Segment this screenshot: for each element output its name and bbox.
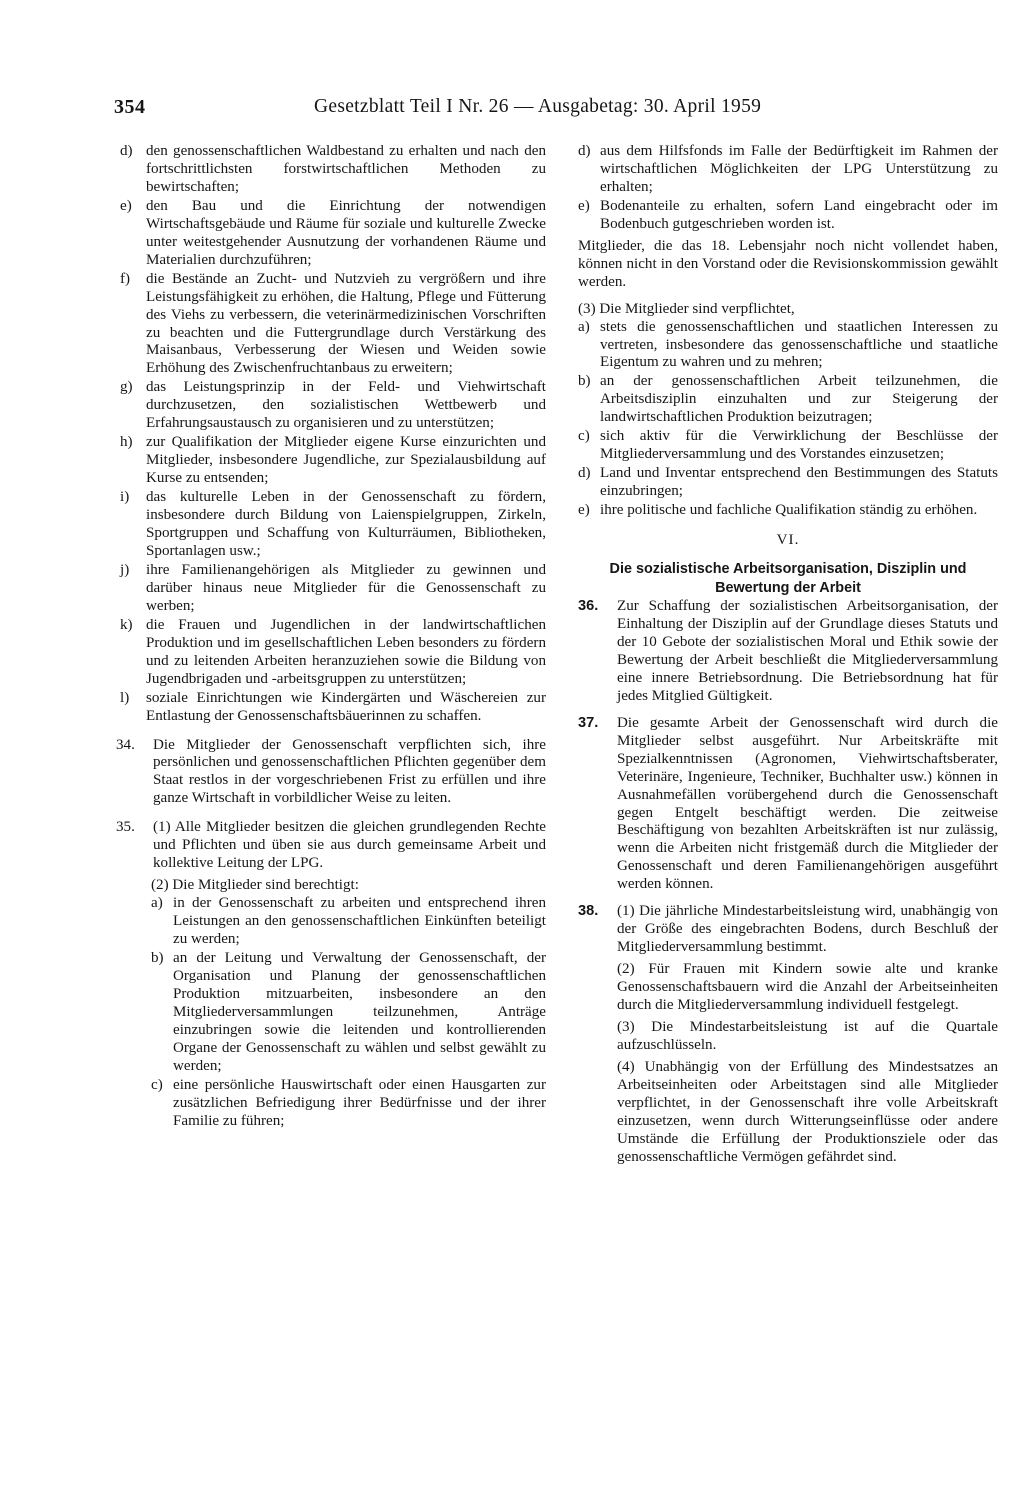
paragraph-number: 38. (578, 903, 599, 920)
item-marker: h) (120, 434, 133, 451)
item-text: das Leistungsprinzip in der Feld- und Viehwirtschaft durchzusetzen, den sozialistischen Wettbewerb und Erfahrungsaustausch zu organisieren und zu unterstützen; (146, 379, 546, 432)
paragraph-37 (578, 715, 998, 895)
duty-item-d (578, 465, 998, 501)
item-text: eine persönliche Hauswirtschaft oder einen Hausgarten zur zusätzlichen Befriedigung ihrer Bedürfnisse und der ihrer Familie zu führen; (173, 1076, 546, 1129)
list-item-a (151, 895, 546, 949)
paragraph-text: Die Mitglieder der Genossenschaft verpflichten sich, ihre persönlichen und genossenschaftlichen Pflichten gegenüber dem Staat restlos in der vorgeschriebenen Frist zu erfüllen und ihre ganze Wirtschaft in vorbildlicher Weise zu leiten. (153, 736, 546, 807)
item-marker: d) (578, 465, 591, 482)
right-column (578, 143, 998, 1168)
subparagraph-4: (4) Unabhängig von der Erfüllung des Mindestsatzes an Arbeitseinheiten oder Arbeitstagen sind alle Mitglieder verpflichtet, in der Genossenschaft ihre volle Arbeitskraft einzusetzen, wenn durch Witterungseinflüsse oder andere Umstände die Erfüllung der Produktionsziele oder das genossenschaftliche Vermögen gefährdet sind. (617, 1058, 998, 1165)
duty-item-e (578, 502, 998, 520)
list-item-e-right (578, 198, 998, 234)
subparagraph-2: (2) Die Mitglieder sind berechtigt: (151, 877, 359, 894)
item-text: die Frauen und Jugendlichen in der landwirtschaftlichen Produktion und im gesellschaftlichen Leben besonders zu fördern und zu leitenden Arbeiten heranzuziehen sowie die Bildung von Jugendbrigaden und -arbeitsgruppen zu unterstützen; (146, 616, 546, 687)
item-marker: c) (151, 1076, 163, 1093)
list-item-g (116, 379, 546, 433)
paragraph-38-body (617, 903, 998, 1166)
item-marker: f) (120, 270, 131, 287)
paragraph-35 (116, 819, 546, 873)
item-text: an der genossenschaftlichen Arbeit teilzunehmen, die Arbeitsdisziplin einzuhalten und zur Steigerung der landwirtschaftlichen Produktion beizutragen; (600, 373, 998, 426)
paragraph-text: (1) Alle Mitglieder besitzen die gleichen grundlegenden Rechte und Pflichten und üben sie aus durch gemeinsame Arbeit und kollektive Leitung der LPG. (153, 819, 546, 872)
item-marker: a) (151, 895, 163, 912)
subparagraph-2: (2) Für Frauen mit Kindern sowie alte und kranke Genossenschaftsbauern wird die Anzahl der Arbeitseinheiten durch die Mitgliederversammlung individuell festgelegt. (617, 961, 998, 1014)
item-marker: e) (578, 197, 590, 214)
members-age-note: Mitglieder, die das 18. Lebensjahr noch nicht vollendet haben, können nicht in den Vorstand oder die Revisionskommission gewählt werden. (578, 237, 998, 290)
left-column (116, 143, 546, 1132)
paragraph-38 (578, 903, 998, 1166)
paragraph-34 (116, 737, 546, 809)
item-text: Land und Inventar entsprechend den Bestimmungen des Statuts einzubringen; (600, 465, 998, 500)
paragraph-text: Zur Schaffung der sozialistischen Arbeitsorganisation, der Einhaltung der Disziplin auf der Grundlage dieses Statuts und der 10 Gebote der sozialistischen Moral und Ethik sowie der Bewertung der Arbeit beschließt die Mitgliederversammlung eine innere Betriebsordnung. Die Betriebsordnung hat für jedes Mitglied Gültigkeit. (617, 598, 998, 704)
subparagraph-3: (3) Die Mitglieder sind verpflichtet, (578, 300, 795, 317)
header-title: Gesetzblatt Teil I Nr. 26 — Ausgabetag: 30. April 1959 (314, 96, 762, 117)
item-text: soziale Einrichtungen wie Kindergärten und Wäschereien zur Entlastung der Genossenschaftsbäuerinnen zu schaffen. (146, 689, 546, 724)
item-marker: a) (578, 318, 590, 335)
paragraph-number: 36. (578, 598, 599, 615)
item-text: ihre politische und fachliche Qualifikation ständig zu erhöhen. (600, 502, 978, 519)
paragraph-35-continuation (116, 877, 546, 1130)
list-item-l (116, 690, 546, 726)
page-header (114, 96, 1014, 126)
paragraph-number: 35. (116, 819, 135, 836)
duty-item-a (578, 319, 998, 373)
item-text: den genossenschaftlichen Waldbestand zu erhalten und nach den fortschrittlichsten forstwirtschaftlichen Methoden zu bewirtschaften; (146, 143, 546, 195)
list-item-d-right (578, 143, 998, 197)
list-item-b (151, 950, 546, 1076)
list-item-j (116, 562, 546, 616)
item-marker: k) (120, 616, 133, 633)
item-text: in der Genossenschaft zu arbeiten und entsprechend ihren Leistungen an den genossenschaftlichen Einkünften beteiligt zu werden; (173, 895, 546, 948)
item-text: ihre Familienangehörigen als Mitglieder zu gewinnen und darüber hinaus neue Mitglieder für die Genossenschaft zu werben; (146, 561, 546, 614)
item-text: an der Leitung und Verwaltung der Genossenschaft, der Organisation und Planung der genossenschaftlichen Produktion mitzuarbeiten, insbesondere an den Mitgliederversammlungen teilzunehmen, Anträge einzubringen sowie die leitenden und kontrollierenden Organe der Genossenschaft zu wählen und selbst gewählt zu werden; (173, 949, 546, 1074)
list-item-k (116, 617, 546, 689)
page-number: 354 (114, 96, 146, 118)
paragraph-number: 37. (578, 714, 599, 731)
paragraph-36 (578, 598, 998, 706)
item-marker: l) (120, 689, 130, 706)
paragraph-number: 34. (116, 736, 135, 753)
item-marker: d) (120, 143, 133, 159)
item-marker: b) (151, 949, 164, 966)
item-marker: g) (120, 379, 133, 396)
item-text: sich aktiv für die Verwirklichung der Beschlüsse der Mitgliederversammlung und des Vorstandes einzusetzen; (600, 428, 998, 463)
item-marker: d) (578, 143, 591, 159)
item-text: stets die genossenschaftlichen und staatlichen Interessen zu vertreten, insbesondere das genossenschaftliche und staatliche Eigentum zu wahren und zu mehren; (600, 318, 998, 371)
section-title-line-2: Bewertung der Arbeit (715, 580, 861, 597)
list-left-top (116, 143, 546, 726)
duty-item-b (578, 373, 998, 427)
item-marker: i) (120, 489, 130, 506)
item-marker: c) (578, 428, 590, 445)
section-number: VI. (776, 532, 800, 549)
item-text: Bodenanteile zu erhalten, sofern Land eingebracht oder im Bodenbuch gutgeschrieben worden ist. (600, 197, 998, 232)
item-text: den Bau und die Einrichtung der notwendigen Wirtschaftsgebäude und Räume für soziale und kulturelle Zwecke unter weitestgehender Ausnutzung der vorhandenen Räume und Materialien durchzuführen; (146, 197, 546, 268)
section-title-line-1: Die sozialistische Arbeitsorganisation, Disziplin und (609, 561, 967, 578)
subparagraph-3: (3) Die Mindestarbeitsleistung ist auf die Quartale aufzuschlüsseln. (617, 1018, 998, 1053)
item-text: das kulturelle Leben in der Genossenschaft zu fördern, insbesondere durch Bildung von Laienspielgruppen, Zirkeln, Sportgruppen und Schaffung von Kulturräumen, Bibliotheken, Sportanlagen usw.; (146, 489, 546, 559)
item-marker: b) (578, 373, 591, 390)
item-text: aus dem Hilfsfonds im Falle der Bedürftigkeit im Rahmen der wirtschaftlichen Möglichkeiten der LPG Unterstützung zu erhalten; (600, 143, 998, 195)
item-marker: j) (120, 561, 130, 578)
list-item-f (116, 271, 546, 379)
list-item-c (151, 1077, 546, 1131)
item-text: zur Qualifikation der Mitglieder eigene Kurse einzurichten und Mitglieder, insbesondere Jugendliche, zur Spezialausbildung auf Kurse zu entsenden; (146, 434, 546, 487)
list-item-d (116, 143, 546, 197)
item-marker: e) (578, 502, 590, 519)
list-item-e (116, 198, 546, 270)
list-item-i (116, 489, 546, 561)
paragraph-text: Die gesamte Arbeit der Genossenschaft wird durch die Mitglieder selbst ausgeführt. Nur Arbeitskräfte mit Spezialkenntnissen (Agronomen, Viehwirtschaftsberater, Veterinäre, Ingenieure, Techniker, Buchhalter usw.) können in Ausnahmefällen vorübergehend durch die Genossenschaft gegen Entgelt beschäftigt werden. Die zeitweise Beschäftigung von bezahlten Arbeitskräften ist nur zulässig, wenn die Arbeiten nicht fristgemäß durch die Mitglieder der Genossenschaft und deren Familienangehörigen ausgeführt werden können. (617, 714, 998, 893)
subparagraph-1: (1) Die jährliche Mindestarbeitsleistung wird, unabhängig von der Größe des eingebrachten Bodens, durch Beschluß der Mitgliederversammlung bestimmt. (617, 903, 998, 956)
duty-item-c (578, 428, 998, 464)
item-text: die Bestände an Zucht- und Nutzvieh zu vergrößern und ihre Leistungsfähigkeit zu erhöhen, die Haltung, Pflege und Fütterung des Viehs zu verbessern, die veterinärmedizinischen Vorschriften zu beachten und die Futtergrundlage durch Verstärkung des Maisanbaus, Verbesserung der Wiesen und Weiden sowie Erhöhung des Zwischenfruchtanbaus zu erweitern; (146, 270, 546, 377)
list-item-h (116, 434, 546, 488)
item-marker: e) (120, 197, 132, 214)
